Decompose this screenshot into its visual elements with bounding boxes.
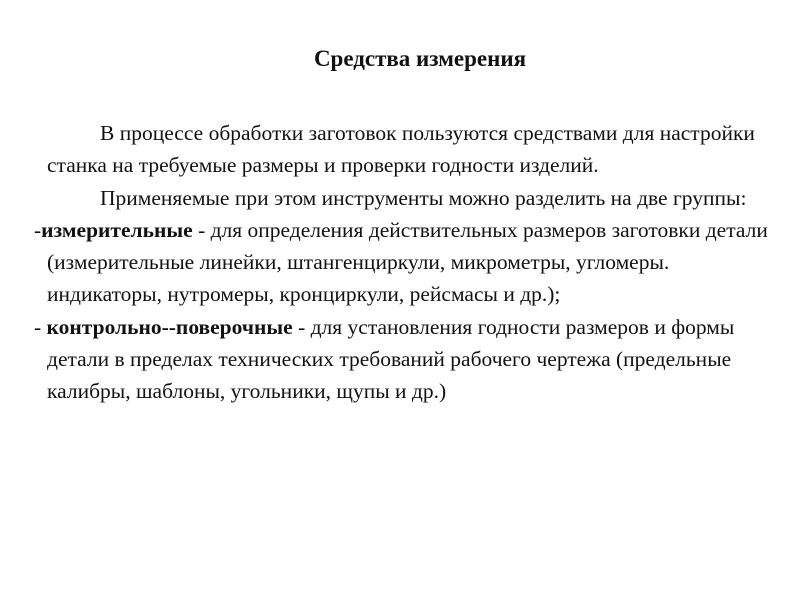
group-item-control <box>34 311 774 408</box>
slide-title: Средства измерения <box>313 46 527 71</box>
intro-paragraph: В процессе обработки заготовок пользуются средствами для настройки станка на требуемые размеры и проверки годности изделий. <box>47 121 755 178</box>
list-dash: - <box>34 217 42 242</box>
slide-body <box>34 117 774 408</box>
groups-intro-paragraph: Применяемые при этом инструменты можно разделить на две группы: <box>100 185 747 210</box>
group-description: - для определения действительных размеров заготовки детали (измерительные линейки, штангенциркули, микрометры, угломеры. индикаторы, нутромеры, кронциркули, рейсмасы и др.); <box>47 217 768 307</box>
group-item-measuring <box>34 214 774 311</box>
group-description: - для установления годности размеров и формы детали в пределах технических требований рабочего чертежа (предельные калибры, шаблоны, угольники, щупы и др.) <box>47 314 735 404</box>
list-dash: - <box>34 314 47 339</box>
group-term: контрольно--поверочные <box>46 314 293 339</box>
group-term: измерительные <box>41 217 193 242</box>
